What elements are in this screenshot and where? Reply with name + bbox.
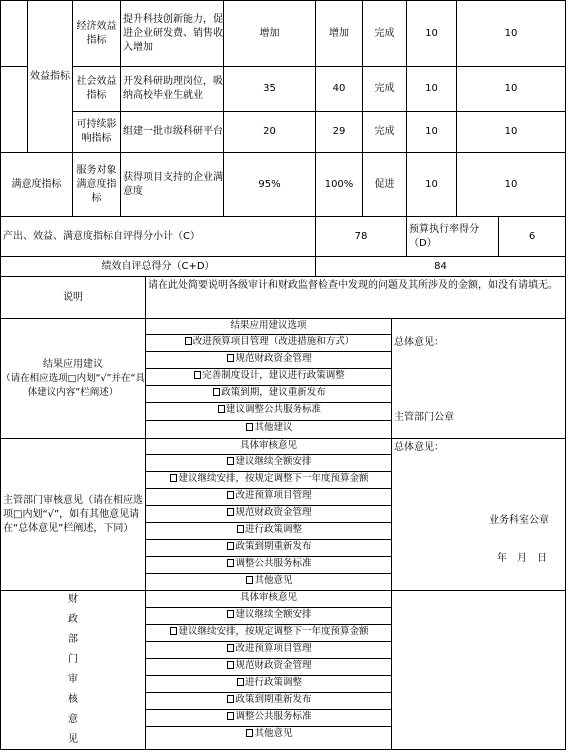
status-cell [363, 1, 407, 67]
indicator-content: 组建一批市级科研平台 [123, 126, 223, 137]
finance-options-cell [146, 591, 392, 749]
dept-option[interactable] [146, 472, 391, 489]
result-option-label: 建议调整公共服务标准 [225, 404, 321, 415]
score-value: 10 [504, 83, 518, 94]
checkbox-icon[interactable] [213, 388, 220, 396]
dept-option-label: 改进预算项目管理 [235, 490, 312, 501]
exec-rate-label-text: 预算执行率得分（D） [409, 223, 479, 249]
finance-options-header: 具体审核意见 [146, 591, 391, 608]
checkbox-icon[interactable] [227, 559, 234, 567]
score-cell [457, 112, 565, 153]
finance-option-label: 进行政策调整 [244, 677, 302, 688]
subtotal-value: 78 [354, 230, 368, 242]
result-option[interactable] [146, 352, 391, 369]
total-label [1, 257, 316, 277]
checkbox-icon[interactable] [170, 627, 177, 635]
result-option[interactable] [146, 386, 391, 403]
checkbox-icon[interactable] [246, 576, 253, 584]
checkbox-icon[interactable] [218, 405, 225, 413]
status-value: 完成 [374, 126, 395, 137]
benefit-category [28, 1, 73, 153]
checkbox-icon[interactable] [237, 525, 244, 533]
dept-stamp-label: 业务科室公章 [489, 515, 549, 526]
dept-date-label: 年 月 日 [497, 553, 547, 564]
result-hint: （请在相应选项□内划“√”并在“具体建议内容”栏阐述） [1, 372, 145, 398]
finance-option[interactable] [146, 676, 391, 693]
result-options-header: 结果应用建议选项 [146, 319, 391, 335]
dept-option[interactable] [146, 557, 391, 574]
dept-option[interactable] [146, 574, 391, 590]
target-value: 35 [263, 83, 276, 94]
dept-option-label: 规范财政资金管理 [235, 507, 312, 518]
result-option[interactable] [146, 421, 391, 438]
actual-value: 40 [332, 83, 346, 94]
exec-rate-label [407, 217, 499, 257]
indicator-name: 经济效益指标 [76, 20, 117, 46]
dept-option-label: 其他意见 [254, 575, 293, 586]
result-option-label: 改进预算项目管理（改进措施和方式） [192, 336, 355, 347]
blank-category-cell [1, 1, 28, 67]
finance-option[interactable] [146, 625, 391, 642]
actual-value: 100% [324, 178, 354, 190]
indicator-content: 开发科研助理岗位，吸纳高校毕业生就业 [123, 76, 223, 101]
indicator-name: 社会效益指标 [76, 76, 117, 101]
finance-option[interactable] [146, 727, 391, 747]
dept-option[interactable] [146, 523, 391, 540]
dept-option-label: 政策到期重新发布 [235, 541, 312, 552]
target-value: 增加 [259, 27, 280, 39]
finance-option-label: 其他意见 [254, 728, 293, 739]
explanation-text-cell [146, 277, 565, 319]
content-cell [121, 1, 224, 67]
finance-option-label: 建议继续安排，按规定调整下一年度预算金额 [178, 626, 369, 637]
result-opinion-label: 总体意见： [394, 337, 444, 348]
status-cell [363, 67, 407, 112]
indicator-cell [73, 112, 121, 153]
exec-rate-value: 6 [528, 230, 536, 242]
target-value: 95% [258, 178, 281, 190]
total-value: 84 [434, 260, 447, 272]
actual-value: 29 [332, 126, 346, 137]
dept-option[interactable] [146, 489, 391, 506]
explanation-text: 请在此处简要说明各级审计和财政监督检查中发现的问题及其所涉及的金额，如没有请填无。 [148, 280, 558, 291]
score-cell [457, 67, 565, 112]
finance-opinion-cell[interactable] [392, 591, 565, 749]
exec-rate-value-cell [499, 217, 565, 257]
content-cell [121, 67, 224, 112]
indicator-content: 提升科技创新能力，促进企业研发费、销售收入增加 [123, 13, 223, 53]
status-value: 促进 [374, 178, 395, 190]
weight-value: 10 [425, 178, 438, 190]
weight-cell [407, 67, 457, 112]
indicator-name: 服务对象满意度指标 [76, 164, 117, 204]
finance-label: 财政部门审核意见 [68, 594, 78, 745]
score-value: 10 [504, 27, 518, 39]
subtotal-label-text: 产出、效益、满意度指标自评得分小计（C） [3, 230, 200, 242]
dept-label-cell [1, 439, 146, 591]
blank-category-cell [1, 67, 28, 153]
status-cell [363, 112, 407, 153]
result-option[interactable] [146, 403, 391, 421]
satisfaction-category-label: 满意度指标 [11, 178, 62, 190]
checkbox-icon[interactable] [227, 491, 234, 499]
status-cell [363, 153, 407, 217]
explanation-label-text: 说明 [63, 291, 83, 303]
score-value: 10 [504, 126, 518, 137]
checkbox-icon[interactable] [227, 542, 234, 550]
actual-cell [316, 67, 363, 112]
checkbox-icon[interactable] [227, 695, 234, 703]
satisfaction-category [1, 153, 73, 217]
result-opinion-cell[interactable] [392, 319, 565, 439]
dept-opinion-label: 总体意见： [394, 442, 444, 453]
checkbox-icon[interactable] [227, 457, 234, 465]
total-label-text: 绩效自评总得分（C+D） [101, 260, 215, 272]
result-stamp-label: 主管部门公章 [394, 412, 454, 423]
result-option-label: 政策到期，建议重新发布 [221, 387, 326, 398]
score-cell [457, 1, 565, 67]
result-options-cell [146, 319, 392, 439]
weight-value: 10 [425, 126, 438, 137]
score-cell [457, 153, 565, 217]
indicator-cell [73, 67, 121, 112]
subtotal-label [1, 217, 316, 257]
status-value: 完成 [374, 27, 395, 39]
checkbox-icon[interactable] [185, 337, 192, 345]
finance-option[interactable] [146, 659, 391, 676]
finance-option-label: 建议继续全额安排 [235, 609, 312, 620]
dept-options-header: 具体审核意见 [146, 439, 391, 455]
score-value: 10 [504, 178, 518, 190]
result-option[interactable] [146, 335, 391, 352]
target-cell [224, 112, 316, 153]
result-option[interactable] [146, 369, 391, 386]
result-label: 结果应用建议 [43, 358, 103, 370]
checkbox-icon[interactable] [170, 474, 177, 482]
actual-cell [316, 112, 363, 153]
result-option-label: 规范财政资金管理 [235, 353, 312, 364]
weight-value: 10 [425, 27, 438, 39]
weight-cell [407, 1, 457, 67]
weight-cell [407, 153, 457, 217]
checkbox-icon[interactable] [227, 354, 234, 362]
checkbox-icon[interactable] [227, 644, 234, 652]
content-cell [121, 112, 224, 153]
checkbox-icon[interactable] [237, 678, 244, 686]
result-option-label: 其他建议 [254, 422, 293, 433]
indicator-content: 获得项目支持的企业满意度 [123, 171, 223, 197]
dept-opinion-cell[interactable] [392, 439, 565, 591]
dept-options-cell [146, 439, 392, 591]
checkbox-icon[interactable] [227, 661, 234, 669]
checkbox-icon[interactable] [227, 712, 234, 720]
dept-option-label: 进行政策调整 [244, 524, 302, 535]
checkbox-icon[interactable] [194, 371, 201, 379]
checkbox-icon[interactable] [246, 423, 253, 431]
benefit-category-label: 效益指标 [30, 70, 70, 82]
weight-value: 10 [425, 83, 438, 94]
target-cell [224, 67, 316, 112]
checkbox-icon[interactable] [227, 610, 234, 618]
dept-option-label: 建议继续全额安排 [235, 456, 312, 467]
explanation-label [1, 277, 146, 319]
dept-option-label: 调整公共服务标准 [235, 558, 312, 569]
checkbox-icon[interactable] [227, 508, 234, 516]
dept-option[interactable] [146, 540, 391, 557]
actual-cell [316, 153, 363, 217]
dept-label: 主管部门审核意见（请在相应选项□内划“√”，如有其他意见请在“总体意见”栏阐述，下同） [3, 494, 143, 534]
actual-value: 增加 [329, 27, 349, 39]
finance-option-label: 政策到期重新发布 [235, 694, 312, 705]
status-value: 完成 [374, 83, 395, 94]
subtotal-value-cell [316, 217, 407, 257]
dept-option[interactable] [146, 506, 391, 523]
finance-option[interactable] [146, 693, 391, 710]
target-cell [224, 153, 316, 217]
finance-option-label: 调整公共服务标准 [235, 711, 312, 722]
indicator-cell [73, 153, 121, 217]
target-value: 20 [263, 126, 276, 137]
finance-option-label: 规范财政资金管理 [235, 660, 312, 671]
finance-option[interactable] [146, 710, 391, 727]
weight-cell [407, 112, 457, 153]
result-label-cell [1, 319, 146, 439]
indicator-cell [73, 1, 121, 67]
result-option-label: 完善制度设计，建议进行政策调整 [202, 370, 345, 381]
checkbox-icon[interactable] [246, 729, 253, 737]
dept-option[interactable] [146, 455, 391, 472]
actual-cell [316, 1, 363, 67]
finance-label-cell [1, 591, 146, 749]
finance-option-label: 改进预算项目管理 [235, 643, 312, 654]
finance-option[interactable] [146, 608, 391, 625]
finance-option[interactable] [146, 642, 391, 659]
dept-option-label: 建议继续安排，按规定调整下一年度预算金额 [178, 473, 369, 484]
content-cell [121, 153, 224, 217]
total-value-cell [316, 257, 565, 277]
indicator-name: 可持续影响指标 [76, 119, 117, 144]
target-cell [224, 1, 316, 67]
